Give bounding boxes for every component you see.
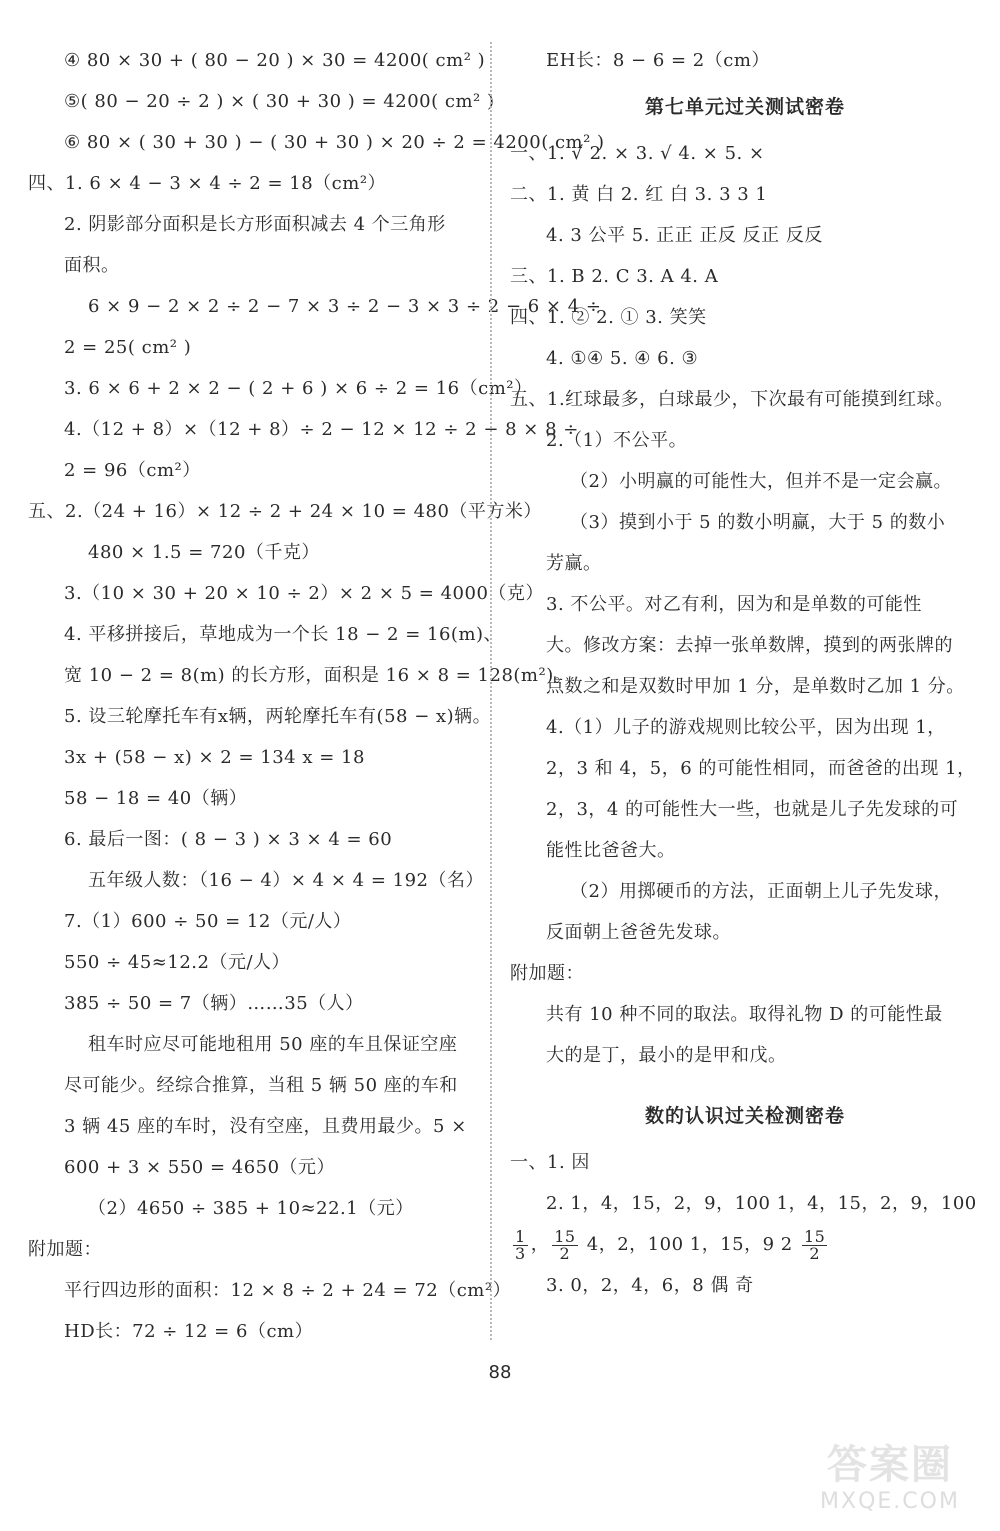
answer-line: 反面朝上爸爸先发球。 xyxy=(546,922,731,943)
column-divider xyxy=(490,42,492,1340)
answer-line: 600 + 3 × 550 = 4650（元） xyxy=(64,1157,336,1178)
answer-line: 二、1. 黄 白 2. 红 白 3. 3 3 1 xyxy=(510,184,768,205)
answer-line: 五年级人数：（16 − 4）× 4 × 4 = 192（名） xyxy=(88,870,484,891)
section-title: 第七单元过关测试密卷 xyxy=(644,96,845,118)
answer-line: 大。修改方案：去掉一张单数牌，摸到的两张牌的 xyxy=(546,635,953,656)
fraction: $\frac{15}{2}$ xyxy=(554,1226,576,1263)
answer-line: 3. 不公平。对乙有利，因为和是单数的可能性 xyxy=(546,594,922,615)
answer-line: 2. 1，4，15，2，9，100 1，4，15，2，9，100 xyxy=(546,1193,977,1214)
answer-line: 6. 最后一图：( 8 − 3 ) × 3 × 4 = 60 xyxy=(64,829,393,850)
answer-line: 7.（1）600 ÷ 50 = 12（元/人） xyxy=(64,911,352,932)
answer-line: ⑥ 80 × ( 30 + 30 ) − ( 30 + 30 ) × 20 ÷ 2 = 4200( cm² ) xyxy=(64,132,605,153)
answer-line: 租车时应尽可能地租用 50 座的车且保证空座 xyxy=(88,1034,458,1055)
answer-line: 550 ÷ 45≈12.2（元/人） xyxy=(64,952,291,973)
answer-line: 2. 阴影部分面积是长方形面积减去 4 个三角形 xyxy=(64,214,446,235)
answer-line: 附加题： xyxy=(510,963,584,984)
answer-line: 480 × 1.5 = 720（千克） xyxy=(88,542,320,563)
watermark-text: 答案圈 xyxy=(827,1442,953,1488)
answer-line: 四、1. ② 2. ① 3. 笑笑 xyxy=(510,307,707,328)
answer-line: （2）用掷硬币的方法，正面朝上儿子先发球， xyxy=(570,881,952,902)
answer-line: （2）4650 ÷ 385 + 10≈22.1（元） xyxy=(88,1198,414,1219)
answer-line: 2 = 96（cm²） xyxy=(64,460,201,481)
fraction-line-text: 4，2，100 1，15，9 2 xyxy=(586,1234,793,1255)
answer-line: 2，3，4 的可能性大一些，也就是儿子先发球的可 xyxy=(546,799,959,820)
answer-line: 一、1. 因 xyxy=(510,1152,590,1173)
answer-line: 3x + (58 − x) × 2 = 134 x = 18 xyxy=(64,747,365,768)
answer-line: 4.（12 + 8）×（12 + 8）÷ 2 − 12 × 12 ÷ 2 − 8 × 8 ÷ xyxy=(64,419,579,440)
answer-line: ④ 80 × 30 + ( 80 − 20 ) × 30 = 4200( cm² ) xyxy=(64,50,486,71)
answer-line: 宽 10 − 2 = 8(m) 的长方形，面积是 16 × 8 = 128(m²)。 xyxy=(64,665,573,686)
answer-line: 4. 平移拼接后，草地成为一个长 18 − 2 = 16(m)、 xyxy=(64,624,503,645)
answer-line: 3. 0，2，4，6，8 偶 奇 xyxy=(546,1275,754,1296)
answer-line: 一、1. √ 2. × 3. √ 4. × 5. × xyxy=(510,143,765,164)
answer-line: 共有 10 种不同的取法。取得礼物 D 的可能性最 xyxy=(546,1004,943,1025)
answer-line: 2，3 和 4，5，6 的可能性相同，而爸爸的出现 1， xyxy=(546,758,976,779)
answer-line: 3 辆 45 座的车时，没有空座，且费用最少。5 × xyxy=(64,1116,467,1137)
answer-line: 点数之和是双数时甲加 1 分，是单数时乙加 1 分。 xyxy=(546,676,965,697)
right-column xyxy=(510,40,980,1306)
answer-line: （3）摸到小于 5 的数小明赢，大于 5 的数小 xyxy=(570,512,946,533)
answer-line: 6 × 9 − 2 × 2 ÷ 2 − 7 × 3 ÷ 2 − 3 × 3 ÷ 2 − 6 × 4 ÷ xyxy=(88,296,602,317)
answer-line: （2）小明赢的可能性大，但并不是一定会赢。 xyxy=(570,471,952,492)
answer-line: 3. 6 × 6 + 2 × 2 − ( 2 + 6 ) × 6 ÷ 2 = 16（cm²） xyxy=(64,378,533,399)
answer-line: 四、1. 6 × 4 − 3 × 4 ÷ 2 = 18（cm²） xyxy=(28,173,387,194)
fraction: $\frac{1}{3}$ xyxy=(515,1226,526,1263)
answer-line: 平行四边形的面积：12 × 8 ÷ 2 + 24 = 72（cm²） xyxy=(64,1280,512,1301)
answer-line: 385 ÷ 50 = 7（辆）……35（人） xyxy=(64,993,364,1014)
answer-line: HD长：72 ÷ 12 = 6（cm） xyxy=(64,1321,314,1342)
answer-line: 5. 设三轮摩托车有x辆，两轮摩托车有(58 − x)辆。 xyxy=(64,706,492,727)
answer-line: 58 − 18 = 40（辆） xyxy=(64,788,248,809)
section-title: 数的认识过关检测密卷 xyxy=(644,1105,845,1127)
answer-line: 五、2.（24 + 16）× 12 ÷ 2 + 24 × 10 = 480（平方米） xyxy=(28,501,542,522)
answer-line: 4.（1）儿子的游戏规则比较公平，因为出现 1， xyxy=(546,717,946,738)
page-number: 88 xyxy=(488,1362,512,1383)
answer-line: 三、1. B 2. C 3. A 4. A xyxy=(510,266,719,287)
answer-line: ⑤( 80 − 20 ÷ 2 ) × ( 30 + 30 ) = 4200( cm² ) xyxy=(64,91,495,112)
watermark-logo xyxy=(800,1441,980,1521)
answer-line: 大的是丁，最小的是甲和戊。 xyxy=(546,1045,787,1066)
answer-line: 4. 3 公平 5. 正正 正反 反正 反反 xyxy=(546,225,823,246)
answer-line: 能性比爸爸大。 xyxy=(546,840,676,861)
fraction-answer-line: $\frac{1}{3}$ ， $\frac{15}{2}$ 4，2，100 1，15，9 2 $\frac{15}{2}$ xyxy=(515,1226,826,1263)
answer-line: 2.（1）不公平。 xyxy=(546,430,688,451)
answer-line: 芳赢。 xyxy=(546,553,602,574)
answer-line: 4. ①④ 5. ④ 6. ③ xyxy=(546,348,699,369)
answer-line: 面积。 xyxy=(64,255,120,276)
watermark-url: MXQE.COM xyxy=(820,1489,960,1514)
answer-line: 五、1.红球最多，白球最少，下次最有可能摸到红球。 xyxy=(510,389,954,410)
answer-line: 附加题： xyxy=(28,1239,102,1260)
answer-line: 尽可能少。经综合推算，当租 5 辆 50 座的车和 xyxy=(64,1075,458,1096)
answer-line: EH长：8 − 6 = 2（cm） xyxy=(546,50,770,71)
answer-line: 3.（10 × 30 + 20 × 10 ÷ 2）× 2 × 5 = 4000（克） xyxy=(64,583,544,604)
fraction: $\frac{15}{2}$ xyxy=(803,1226,826,1263)
answer-line: 2 = 25( cm² ) xyxy=(64,337,192,358)
